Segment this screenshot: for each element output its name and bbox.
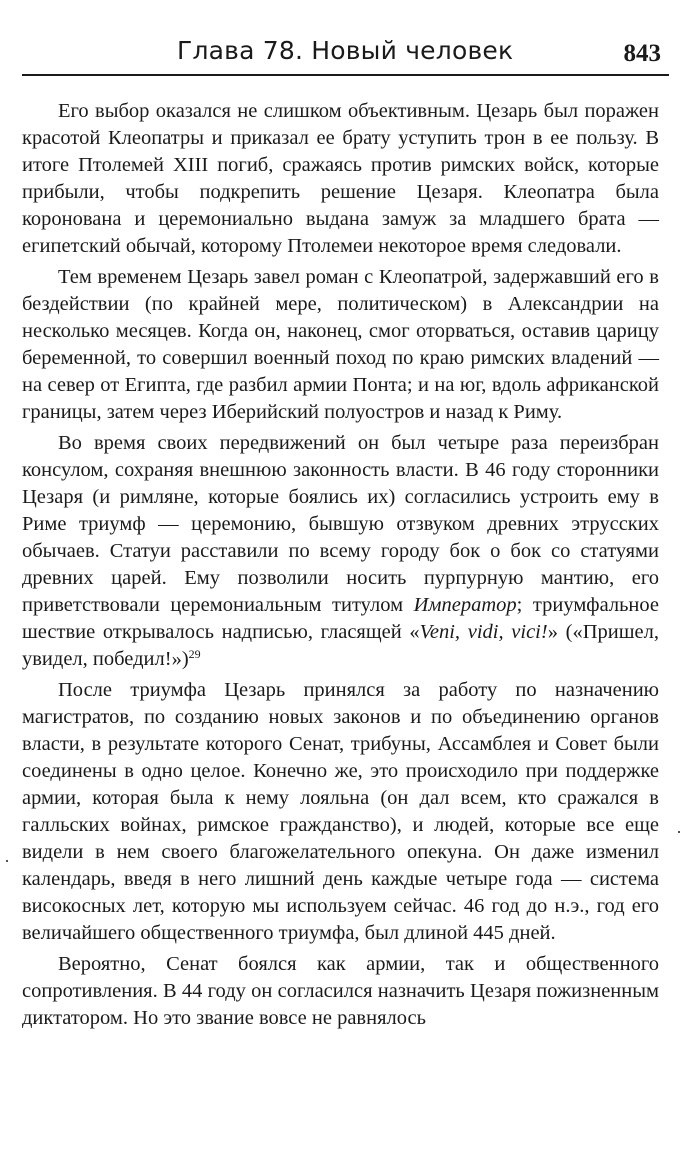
paragraph-3-text-c: » («Пришел, увидел, победил!») [22,621,659,670]
paragraph-5: Вероятно, Сенат боялся как армии, так и общественного сопротивления. В 44 году он согласился назначить Цезаря пожизненным диктатором. Но это звание вовсе не равнялось [22,953,659,1029]
paragraph-1: Его выбор оказался не слишком объективным. Цезарь был поражен красотой Клеопатры и приказал ее брату уступить трон в ее пользу. В итоге Птолемей XIII погиб, сражаясь против римских войск, которые прибыли, чтобы подкрепить решение Цезаря. Клеопатра была коронована и церемониально выдана замуж за младшего брата — египетский обычай, которому Птолемеи некоторое время следовали. [22,100,659,257]
paragraph-3-text-a: Во время своих передвижений он был четыре раза переизбран консулом, сохраняя внешнюю законность власти. В 46 году сторонники Цезаря (и римляне, которые боялись их) согласились устроить ему в Риме триумф — церемонию, бывшую отзвуком древних этрусских обычаев. Статуи расставили по всему городу бок о бок со статуями древних царей. Ему позволили носить пурпурную мантию, его приветствовали церемониальным титулом [22,432,659,616]
paragraph-2: Тем временем Цезарь завел роман с Клеопатрой, задержавший его в бездействии (по крайней мере, политическом) в Александрии на несколько месяцев. Когда он, наконец, смог оторваться, оставив царицу беременной, то совершил военный поход по краю римских владений — на север от Египта, где разбил армии Понта; и на юг, вдоль африканской границы, затем через Иберийский полуостров и назад к Риму. [22,266,659,423]
footnote-marker: 29 [188,647,201,661]
title-imperator: Император [413,594,517,616]
running-header [22,30,669,76]
chapter-title: Глава 78. Новый человек [177,36,514,65]
scan-speck: · [676,822,682,842]
scan-speck: · [4,851,10,871]
page-number: 843 [623,40,661,67]
paragraph-3-text-b: ; триумфальное шествие открывалось надписью, гласящей « [22,594,660,643]
latin-quote: Veni, vidi, vici! [419,621,548,643]
body-text [22,98,659,1036]
paragraph-4: После триумфа Цезарь принялся за работу по назначению магистратов, по созданию новых законов и по объединению органов власти, в результате которого Сенат, трибуны, Ассамблея и Совет были соединены в одно целое. Конечно же, это происходило при поддержке армии, которая была к нему лояльна (он дал всем, кто сражался в галльских войнах, римское гражданство), и людей, которые все еще видели в нем своего благожелательного опекуна. Он даже изменил календарь, введя в него лишний день каждые четыре года — система високосных лет, которую мы используем сейчас. 46 год до н.э., год его величайшего общественного триумфа, был длиной 445 дней. [22,679,659,944]
paragraph-3 [22,430,659,673]
